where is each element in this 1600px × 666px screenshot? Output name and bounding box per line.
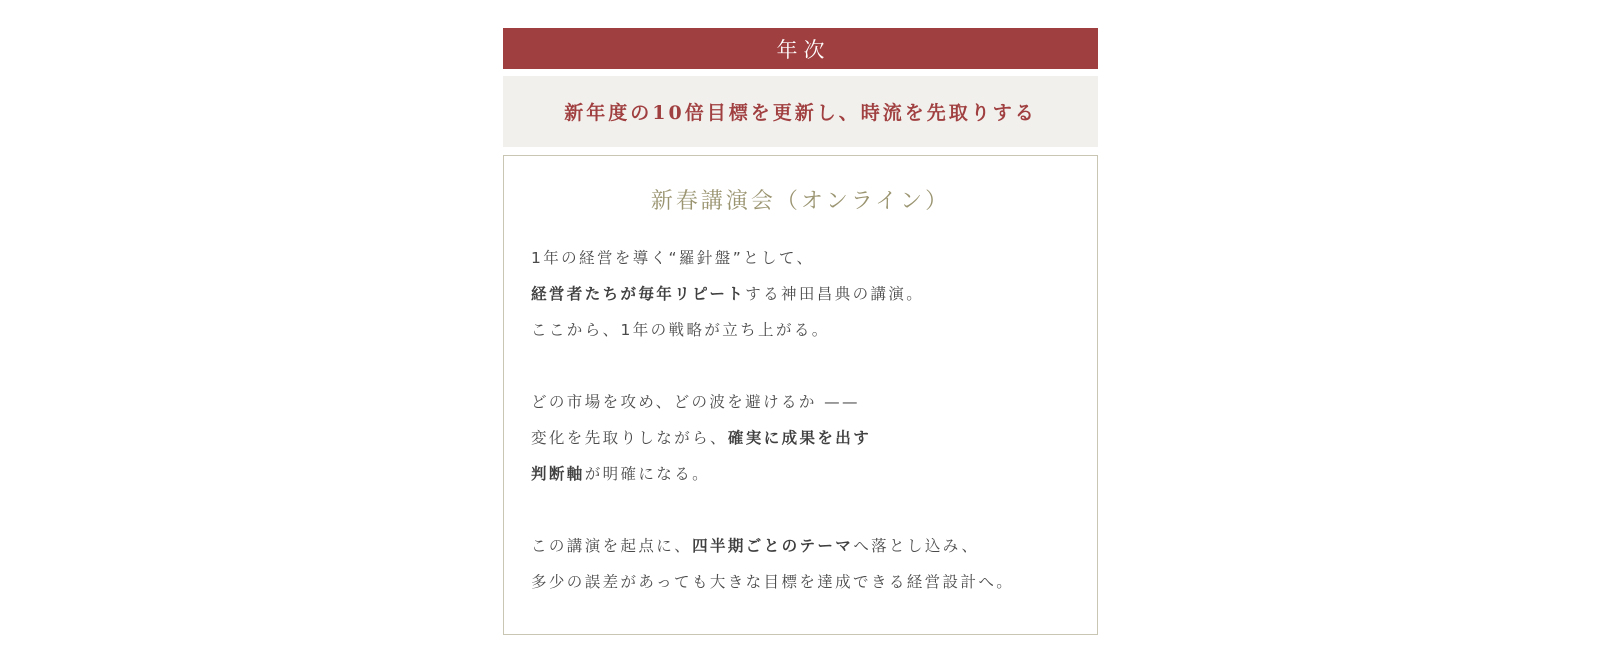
card-text-line — [531, 456, 1014, 492]
card-text-line — [531, 564, 1014, 600]
card-text-line — [531, 420, 1014, 456]
body-text-segment: 変化を先取りしながら、 — [531, 429, 728, 447]
banner-title: 年次 — [776, 37, 831, 62]
body-text-segment: が明確になる。 — [584, 465, 711, 483]
card-paragraph — [531, 528, 1014, 600]
emphasis-text: 四半期ごとのテーマ — [692, 537, 854, 555]
body-text-segment: へ落とし込み、 — [853, 537, 980, 555]
card-text-line — [531, 528, 1014, 564]
body-text-segment: どの市場を攻め、どの波を避けるか —— — [531, 393, 860, 411]
seminar-card — [503, 155, 1098, 635]
body-text-segment: 多少の誤差があっても大きな目標を達成できる経営設計へ。 — [531, 573, 1015, 591]
section-banner — [503, 28, 1098, 69]
body-text-segment: 1年の経営を導く“羅針盤”として、 — [531, 249, 815, 267]
body-text-segment: ここから、1年の戦略が立ち上がる。 — [531, 321, 830, 339]
card-text-line — [531, 240, 1014, 276]
card-paragraph — [531, 240, 1014, 348]
card-text-line — [531, 312, 1014, 348]
emphasis-text: 経営者たちが毎年リピート — [531, 285, 746, 303]
card-text-line — [531, 276, 1014, 312]
card-text-line — [531, 384, 1014, 420]
body-text-segment: する神田昌典の講演。 — [745, 285, 925, 303]
card-body — [531, 240, 1014, 636]
headline-box — [503, 76, 1098, 147]
emphasis-text: 確実に成果を出す — [727, 429, 872, 447]
emphasis-text: 判断軸 — [531, 465, 585, 483]
section-wrapper — [503, 28, 1098, 635]
card-title: 新春講演会（オンライン） — [650, 189, 951, 214]
body-text-segment: この講演を起点に、 — [531, 537, 693, 555]
headline-text: 新年度の10倍目標を更新し、時流を先取りする — [564, 102, 1037, 124]
card-paragraph — [531, 384, 1014, 492]
